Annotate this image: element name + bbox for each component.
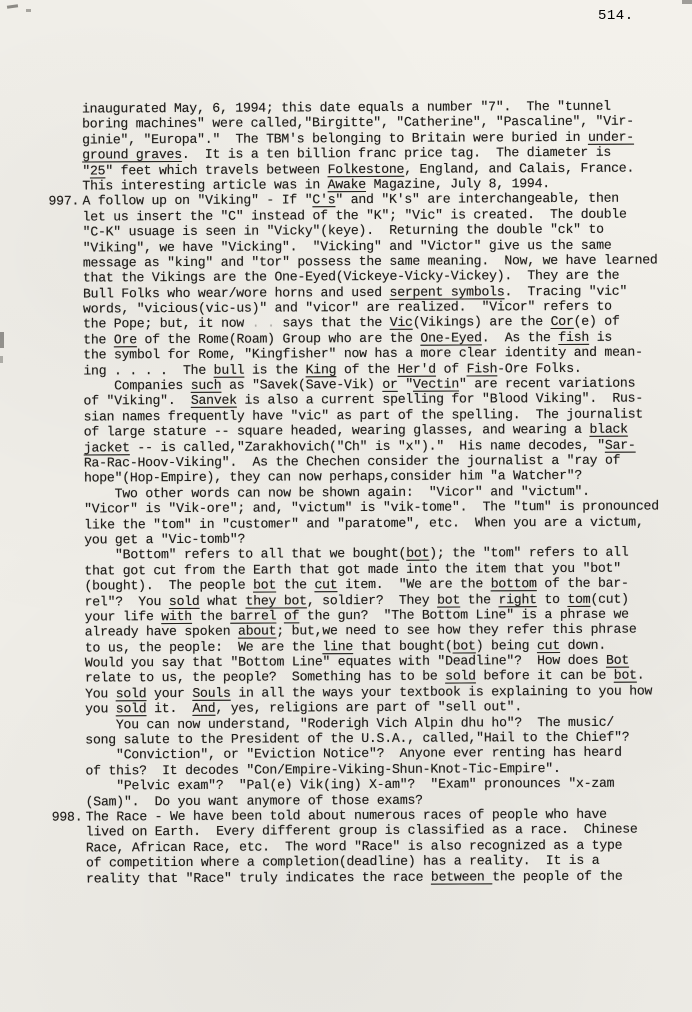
text-segment: that bought( <box>353 638 453 654</box>
item-number: 997. <box>48 193 80 210</box>
underlined-text: sold <box>115 701 147 717</box>
underlined-text: Her'd <box>397 361 436 377</box>
text-segment: the <box>460 591 499 608</box>
underlined-text: with <box>161 608 192 624</box>
paragraph-block <box>48 98 682 194</box>
underlined-text: Awake <box>327 176 367 193</box>
text-segment: the <box>191 608 231 624</box>
underlined-text: Fish <box>466 360 498 377</box>
text-segment: . As the <box>481 329 559 346</box>
text-segment: in all the ways your textbook is explaining to you how <box>230 683 653 701</box>
text-line <box>85 745 685 764</box>
text-segment: before it can be <box>475 668 614 684</box>
text-segment: lived on Earth. Every different group is classified as a race. Chinese <box>85 821 638 840</box>
text-segment: the symbol for Rome, "Kingfisher" now has a more clear identity and mean- <box>83 344 643 363</box>
text-segment: as "Savek(Save-Vik) <box>221 376 383 393</box>
text-line <box>86 868 686 887</box>
text-segment: "Pelvic exam"? "Pal(e) Vik(ing) X-am"? "Exam" pronounces "x-zam <box>85 775 615 794</box>
text-segment: ; but,we need to see how they refer this phrase <box>276 621 637 639</box>
underlined-text: cut <box>314 577 338 593</box>
underlined-text: And <box>192 701 216 717</box>
underlined-text: sold <box>445 668 476 685</box>
text-segment: Race, African Race, etc. The word "Race" is also recognized as a type <box>85 837 623 856</box>
underlined-text: Vectin <box>412 376 460 392</box>
text-segment: "Bottom" refers to all that we bought( <box>84 546 407 563</box>
text-line <box>83 345 683 364</box>
text-segment: You <box>85 686 116 702</box>
underlined-text: fish <box>558 329 590 345</box>
text-segment: Bull Folks who wear/wore horns and used <box>82 284 390 302</box>
underlined-text: between <box>430 868 493 885</box>
text-line <box>85 776 685 795</box>
text-segment: your <box>146 685 193 702</box>
underlined-text: bot <box>253 577 277 593</box>
underlined-text: bot <box>452 638 476 654</box>
text-segment: rel"? You <box>84 593 169 609</box>
text-segment: (cut) <box>590 591 629 607</box>
text-segment: , yes, religions are part of "sell out". <box>215 699 523 717</box>
text-segment: ginie", "Europa"." The TBM's belonging to Britain were buried in <box>82 129 588 148</box>
text-segment: the gun? "The Bottom Line" is a phrase we <box>299 606 629 624</box>
underlined-text: 25 <box>89 162 106 179</box>
text-segment: "Viking", we have "Vicking". "Vicking" and "Victor" give us the same <box>82 237 612 256</box>
underlined-text: such <box>190 377 222 393</box>
text-segment: ); the "tom" refers to all <box>429 544 629 562</box>
text-segment: that the Vikings are the One-Eyed(Vickeye-Vicky-Vickey). They are the <box>82 267 620 286</box>
text-segment: already have spoken <box>84 623 239 640</box>
text-segment: Ra-Rac-Hoov-Viking". As the Chechen consider the journalist a "ray of <box>83 452 621 471</box>
underlined-text: Ore <box>113 332 137 348</box>
text-segment: of the <box>336 361 398 377</box>
underlined-text: under- <box>587 129 634 145</box>
text-segment: message as "king" and "tor" possess the same meaning. Now, we have learned <box>82 252 658 271</box>
text-segment: the Pope; but, it now <box>83 316 252 332</box>
underlined-text: Souls <box>192 685 231 701</box>
text-segment: what <box>199 593 246 609</box>
text-segment: ) being <box>475 637 538 654</box>
text-segment: of the Rome(Roam) Group who are the <box>136 330 421 348</box>
paragraph-block <box>48 191 685 810</box>
text-segment: Magazine, July 8, 1994. <box>365 175 550 192</box>
text-segment: . . <box>251 315 283 332</box>
underlined-text: black <box>589 421 628 438</box>
text-segment: is the <box>244 361 306 378</box>
text-segment: of competition where a completion(deadline) has a reality. It is a <box>85 852 600 871</box>
underlined-text: right <box>498 591 537 607</box>
text-segment: You can now understand, "Roderigh Vich Alpin dhu ho"? The music/ <box>85 714 615 733</box>
text-segment: " and "K's" are interchangeable, then <box>335 191 619 208</box>
document-body <box>48 98 686 886</box>
text-segment: . <box>636 668 645 684</box>
scan-artifact <box>0 356 3 363</box>
underlined-text: Vic <box>389 315 413 331</box>
text-line <box>84 514 684 533</box>
underlined-text: sold <box>168 593 200 609</box>
underlined-text: serpent symbols <box>389 283 505 300</box>
text-segment: Two other words can now be shown again: "Vicor" and "victum". <box>83 483 590 502</box>
text-segment: . Tracing "vic" <box>504 283 628 299</box>
text-segment: "C-K" usuage is seen in "Vicky"(keye). Returning the double "ck" to <box>82 221 604 240</box>
paragraph-block <box>52 806 686 886</box>
text-segment: " feet which travels between <box>105 161 328 178</box>
text-segment: (Sam)". Do you want anymore of those exams? <box>85 792 423 810</box>
text-segment: sian names frequently have "vic" as part of the spelling. The journalist <box>83 406 644 425</box>
text-segment: the <box>83 332 114 348</box>
text-segment: of <box>435 361 467 377</box>
text-segment: the people of the <box>492 868 623 884</box>
underlined-text: C's <box>312 192 336 208</box>
underlined-text: Folkestone <box>327 161 405 177</box>
text-segment: item. "We are the <box>337 576 491 593</box>
text-segment: -- is called,"Zarakhovich("Ch" is "x")." His name decodes, " <box>129 437 605 455</box>
text-segment: of the bar- <box>536 575 629 592</box>
text-segment: This interesting article was in <box>82 177 328 194</box>
text-segment: " <box>397 376 414 392</box>
underlined-text: of <box>283 608 300 624</box>
underlined-text: ground graves <box>82 147 182 163</box>
text-segment: your life <box>84 608 162 625</box>
scan-artifact <box>682 0 692 4</box>
text-segment: words, "vicious(vic-us)" and "vicor" are realized. "Vicor" refers to <box>82 298 612 317</box>
text-segment: (e) of <box>573 314 620 330</box>
text-segment: boring machines" were called,"Birgitte", "Catherine", "Pascaline", "Vir- <box>82 113 634 132</box>
text-segment: ing . . . . The <box>83 362 214 379</box>
text-segment: is also a current spelling for "Blood Viking". Rus- <box>236 390 644 409</box>
text-segment: to <box>536 591 568 607</box>
page-number: 514. <box>598 8 634 24</box>
underlined-text: they bot <box>245 592 307 609</box>
scan-artifact <box>26 9 31 12</box>
text-segment: to us, the people: We are the <box>84 638 323 656</box>
text-line <box>82 160 682 179</box>
underlined-text: Bot <box>605 652 630 668</box>
underlined-text: cut <box>536 637 561 653</box>
text-segment: The Race - We have been told about numerous races of people who have <box>85 806 607 825</box>
text-segment: -Ore Folks. <box>497 360 582 376</box>
text-segment: , soldier? They <box>306 592 438 608</box>
text-segment: says that the <box>282 315 390 331</box>
text-segment: hope"(Hop-Empire), they can now perhaps,consider him "a Watcher"? <box>83 468 583 486</box>
underlined-text: line <box>322 638 354 654</box>
text-segment: inaugurated May, 6, 1994; this date equals a number "7". The "tunnel <box>81 98 611 117</box>
text-segment: " are recent variations <box>458 375 636 392</box>
underlined-text: bot <box>406 546 430 562</box>
text-segment: reality that "Race" truly indicates the race <box>85 869 431 887</box>
text-segment: Would you say that "Bottom Line" equates with "Deadline"? How does <box>84 652 607 671</box>
item-number <box>48 101 82 194</box>
underlined-text: about <box>237 623 277 639</box>
underlined-text: barrel <box>230 608 277 624</box>
text-segment: of large stature -- square headed, wearing glasses, and wearing a <box>83 422 590 440</box>
text-segment: is <box>588 329 613 345</box>
underlined-text: Cor <box>550 314 574 330</box>
underlined-text: or <box>382 376 398 392</box>
text-segment: "Vicor" is "Vik-ore"; and, "victum" is "vik-tome". The "tum" is pronounced <box>84 498 659 517</box>
underlined-text: bot <box>437 592 461 608</box>
scan-artifact <box>7 4 18 9</box>
text-segment: . It is a ten billion franc price tag. The diameter is <box>181 144 612 163</box>
text-segment: song salute to the President of the U.S.A., called,"Hail to the Chief"? <box>85 729 630 748</box>
underlined-text: jacket <box>83 439 130 456</box>
item-number: 998. <box>51 809 83 825</box>
text-segment: that got cut from the Earth that got made into the item that you "bot" <box>84 560 621 579</box>
text-segment: (bought). The people <box>84 577 254 594</box>
text-segment: relate to us, the people? Something has to be <box>84 669 446 686</box>
text-segment: down. <box>559 637 607 653</box>
underlined-text: tom <box>567 591 591 607</box>
underlined-text: sold <box>115 686 147 702</box>
underlined-text: bottom <box>490 576 537 592</box>
text-segment: of this? It decodes "Con/Empire-Viking-Shun-Knot-Tic-Empire". <box>85 760 561 779</box>
scan-artifact <box>0 332 4 348</box>
text-segment: the <box>276 577 315 593</box>
text-segment: " <box>82 163 91 179</box>
text-segment: let us insert the "C" instead of the "K"; "Vic" is created. The double <box>82 206 627 225</box>
text-segment: you <box>85 701 116 717</box>
text-segment: A follow up on "Viking" - If " <box>82 192 313 209</box>
text-segment: "Conviction", or "Eviction Notice"? Anyone ever renting has heard <box>85 745 622 763</box>
underlined-text: bull <box>213 362 245 378</box>
underlined-text: bot <box>613 668 637 684</box>
text-segment: (Vikings) are the <box>412 314 551 331</box>
text-segment: , England, and Calais, France. <box>404 160 635 177</box>
text-segment: it. <box>146 701 193 717</box>
underlined-text: Sanvek <box>190 393 237 409</box>
text-segment: Companies <box>83 377 191 394</box>
text-segment: like the "tom" in "customer" and "paratome", etc. When you are a victum, <box>84 514 644 533</box>
underlined-text: Sar- <box>604 437 636 453</box>
underlined-text: King <box>305 361 337 377</box>
text-segment: you get a "Vic-tomb"? <box>84 531 246 548</box>
underlined-text: One-Eyed <box>420 330 482 346</box>
text-segment: of "Viking". <box>83 393 191 409</box>
